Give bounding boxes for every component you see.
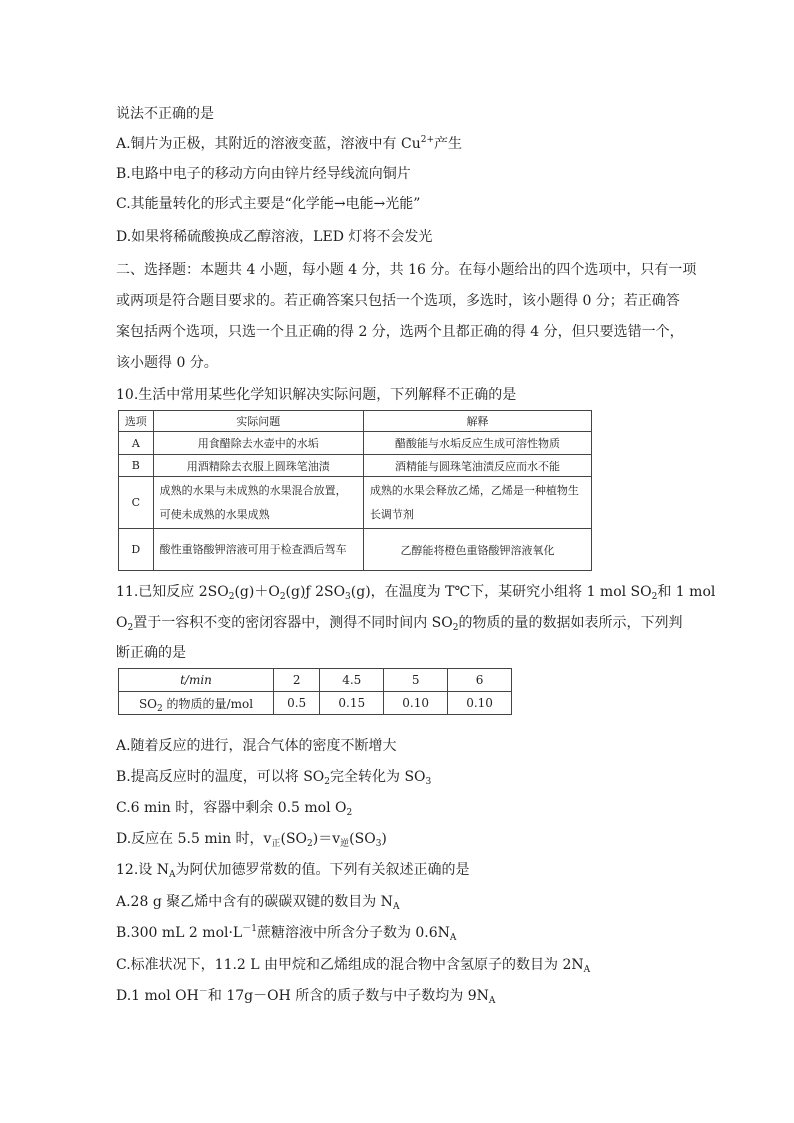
q10-row-option: C: [119, 477, 154, 529]
q11-amount-value: 0.10: [448, 692, 512, 715]
q10-header-explanation: 解释: [363, 411, 591, 432]
q11-time-label: t/min: [119, 669, 274, 692]
q11-time-value: 2: [274, 669, 320, 692]
q10-table: [118, 410, 592, 571]
q11-time-value: 4.5: [320, 669, 384, 692]
q12-option-d: D.1 mol OH－和 17g－OH 所含的质子数与中子数均为 $9N_A$: [116, 987, 496, 1006]
q10-stem: 10.生活中常用某些化学知识解决实际问题，下列解释不正确的是: [116, 387, 517, 403]
table-row: [119, 455, 592, 477]
q12-option-a: A.28 g 聚乙烯中含有的碳碳双键的数目为 $N_A$: [116, 894, 400, 912]
q9-option-d: D.如果将稀硫酸换成乙醇溶液，LED 灯将不会发光: [116, 229, 433, 245]
table-row: [119, 669, 512, 692]
q11-time-value: 5: [384, 669, 448, 692]
q10-row-problem: 成熟的水果与未成熟的水果混合放置，可使未成熟的水果成熟: [153, 477, 363, 529]
table-row: [119, 692, 512, 715]
q10-row-problem: 用食醋除去水壶中的水垢: [153, 432, 363, 455]
q9-stem-tail: 说法不正确的是: [116, 106, 214, 122]
q9-option-a: A.铜片为正极，其附近的溶液变蓝，溶液中有 $Cu^{2+}$产生: [116, 135, 463, 152]
q10-row-option: A: [119, 432, 154, 455]
q10-row-option: D: [119, 529, 154, 571]
q11-option-b: B.提高反应时的温度，可以将 $SO_2$完全转化为 $SO_3$: [116, 769, 432, 787]
q10-header-problem: 实际问题: [153, 411, 363, 432]
q11-stem-line3: 断正确的是: [116, 645, 186, 661]
section2-line4: 该小题得 0 分。: [116, 355, 218, 371]
q12-option-c: C.标准状况下，11.2 L 由甲烷和乙烯组成的混合物中含氢原子的数目为 $2N_A$: [116, 957, 591, 975]
q11-option-a: A.随着反应的进行，混合气体的密度不断增大: [116, 738, 397, 754]
q11-table: [118, 668, 512, 715]
q11-amount-label: $SO_2$ 的物质的量/mol: [119, 692, 274, 715]
q10-row-explanation: 乙醇能将橙色重铬酸钾溶液氧化: [363, 529, 591, 571]
q11-amount-value: 0.10: [384, 692, 448, 715]
q10-row-problem: 酸性重铬酸钾溶液可用于检查酒后驾车: [153, 529, 363, 571]
table-row: [119, 432, 592, 455]
q10-row-explanation: 酒精能与圆珠笔油渍反应而水不能: [363, 455, 591, 477]
q10-row-explanation: 醋酸能与水垢反应生成可溶性物质: [363, 432, 591, 455]
q9-option-c: C.其能量转化的形式主要是“化学能→电能→光能”: [116, 196, 421, 212]
q11-option-c: C.6 min 时，容器中剩余 0.5 mol $O_2$: [116, 800, 353, 818]
q12-option-b: B.300 mL 2 $mol\cdot L^{-1}$蔗糖溶液中所含分子数为 $0.6N_A$: [116, 924, 457, 943]
q10-header-option: 选项: [119, 411, 154, 432]
section2-line1: 二、选择题：本题共 4 小题，每小题 4 分，共 16 分。在每小题给出的四个选项中，只有一项: [116, 262, 697, 278]
table-row: [119, 529, 592, 571]
q12-stem: 12.设 $N_A$为阿伏加德罗常数的值。下列有关叙述正确的是: [116, 862, 470, 880]
section2-line2: 或两项是符合题目要求的。若正确答案只包括一个选项，多选时，该小题得 0 分；若正确答: [116, 293, 680, 309]
q11-stem-line1: 11.已知反应 $2SO_2(g)+O_2(g)ƒ$ $2SO_3(g)$，在温度为 T℃下，某研究小组将 1 mol $SO_2$和 1 mol: [116, 584, 716, 602]
q11-stem-line2: $O_2$置于一容积不变的密闭容器中，测得不同时间内 $SO_2$的物质的量的数据如表所示，下列判: [116, 615, 683, 633]
q11-time-value: 6: [448, 669, 512, 692]
q11-amount-value: 0.15: [320, 692, 384, 715]
q9-option-b: B.电路中电子的移动方向由锌片经导线流向铜片: [116, 166, 411, 182]
q10-row-option: B: [119, 455, 154, 477]
q11-option-d: D.反应在 5.5 min 时，$v_正(SO_2)=v_逆(SO_3)$: [116, 831, 387, 849]
q10-row-explanation: 成熟的水果会释放乙烯，乙烯是一种植物生长调节剂: [363, 477, 591, 529]
q11-amount-value: 0.5: [274, 692, 320, 715]
section2-line3: 案包括两个选项，只选一个且正确的得 2 分，选两个且都正确的得 4 分，但只要选错一个，: [116, 324, 684, 340]
table-row: [119, 477, 592, 529]
q10-row-problem: 用酒精除去衣服上圆珠笔油渍: [153, 455, 363, 477]
q10-header-row: [119, 411, 592, 432]
